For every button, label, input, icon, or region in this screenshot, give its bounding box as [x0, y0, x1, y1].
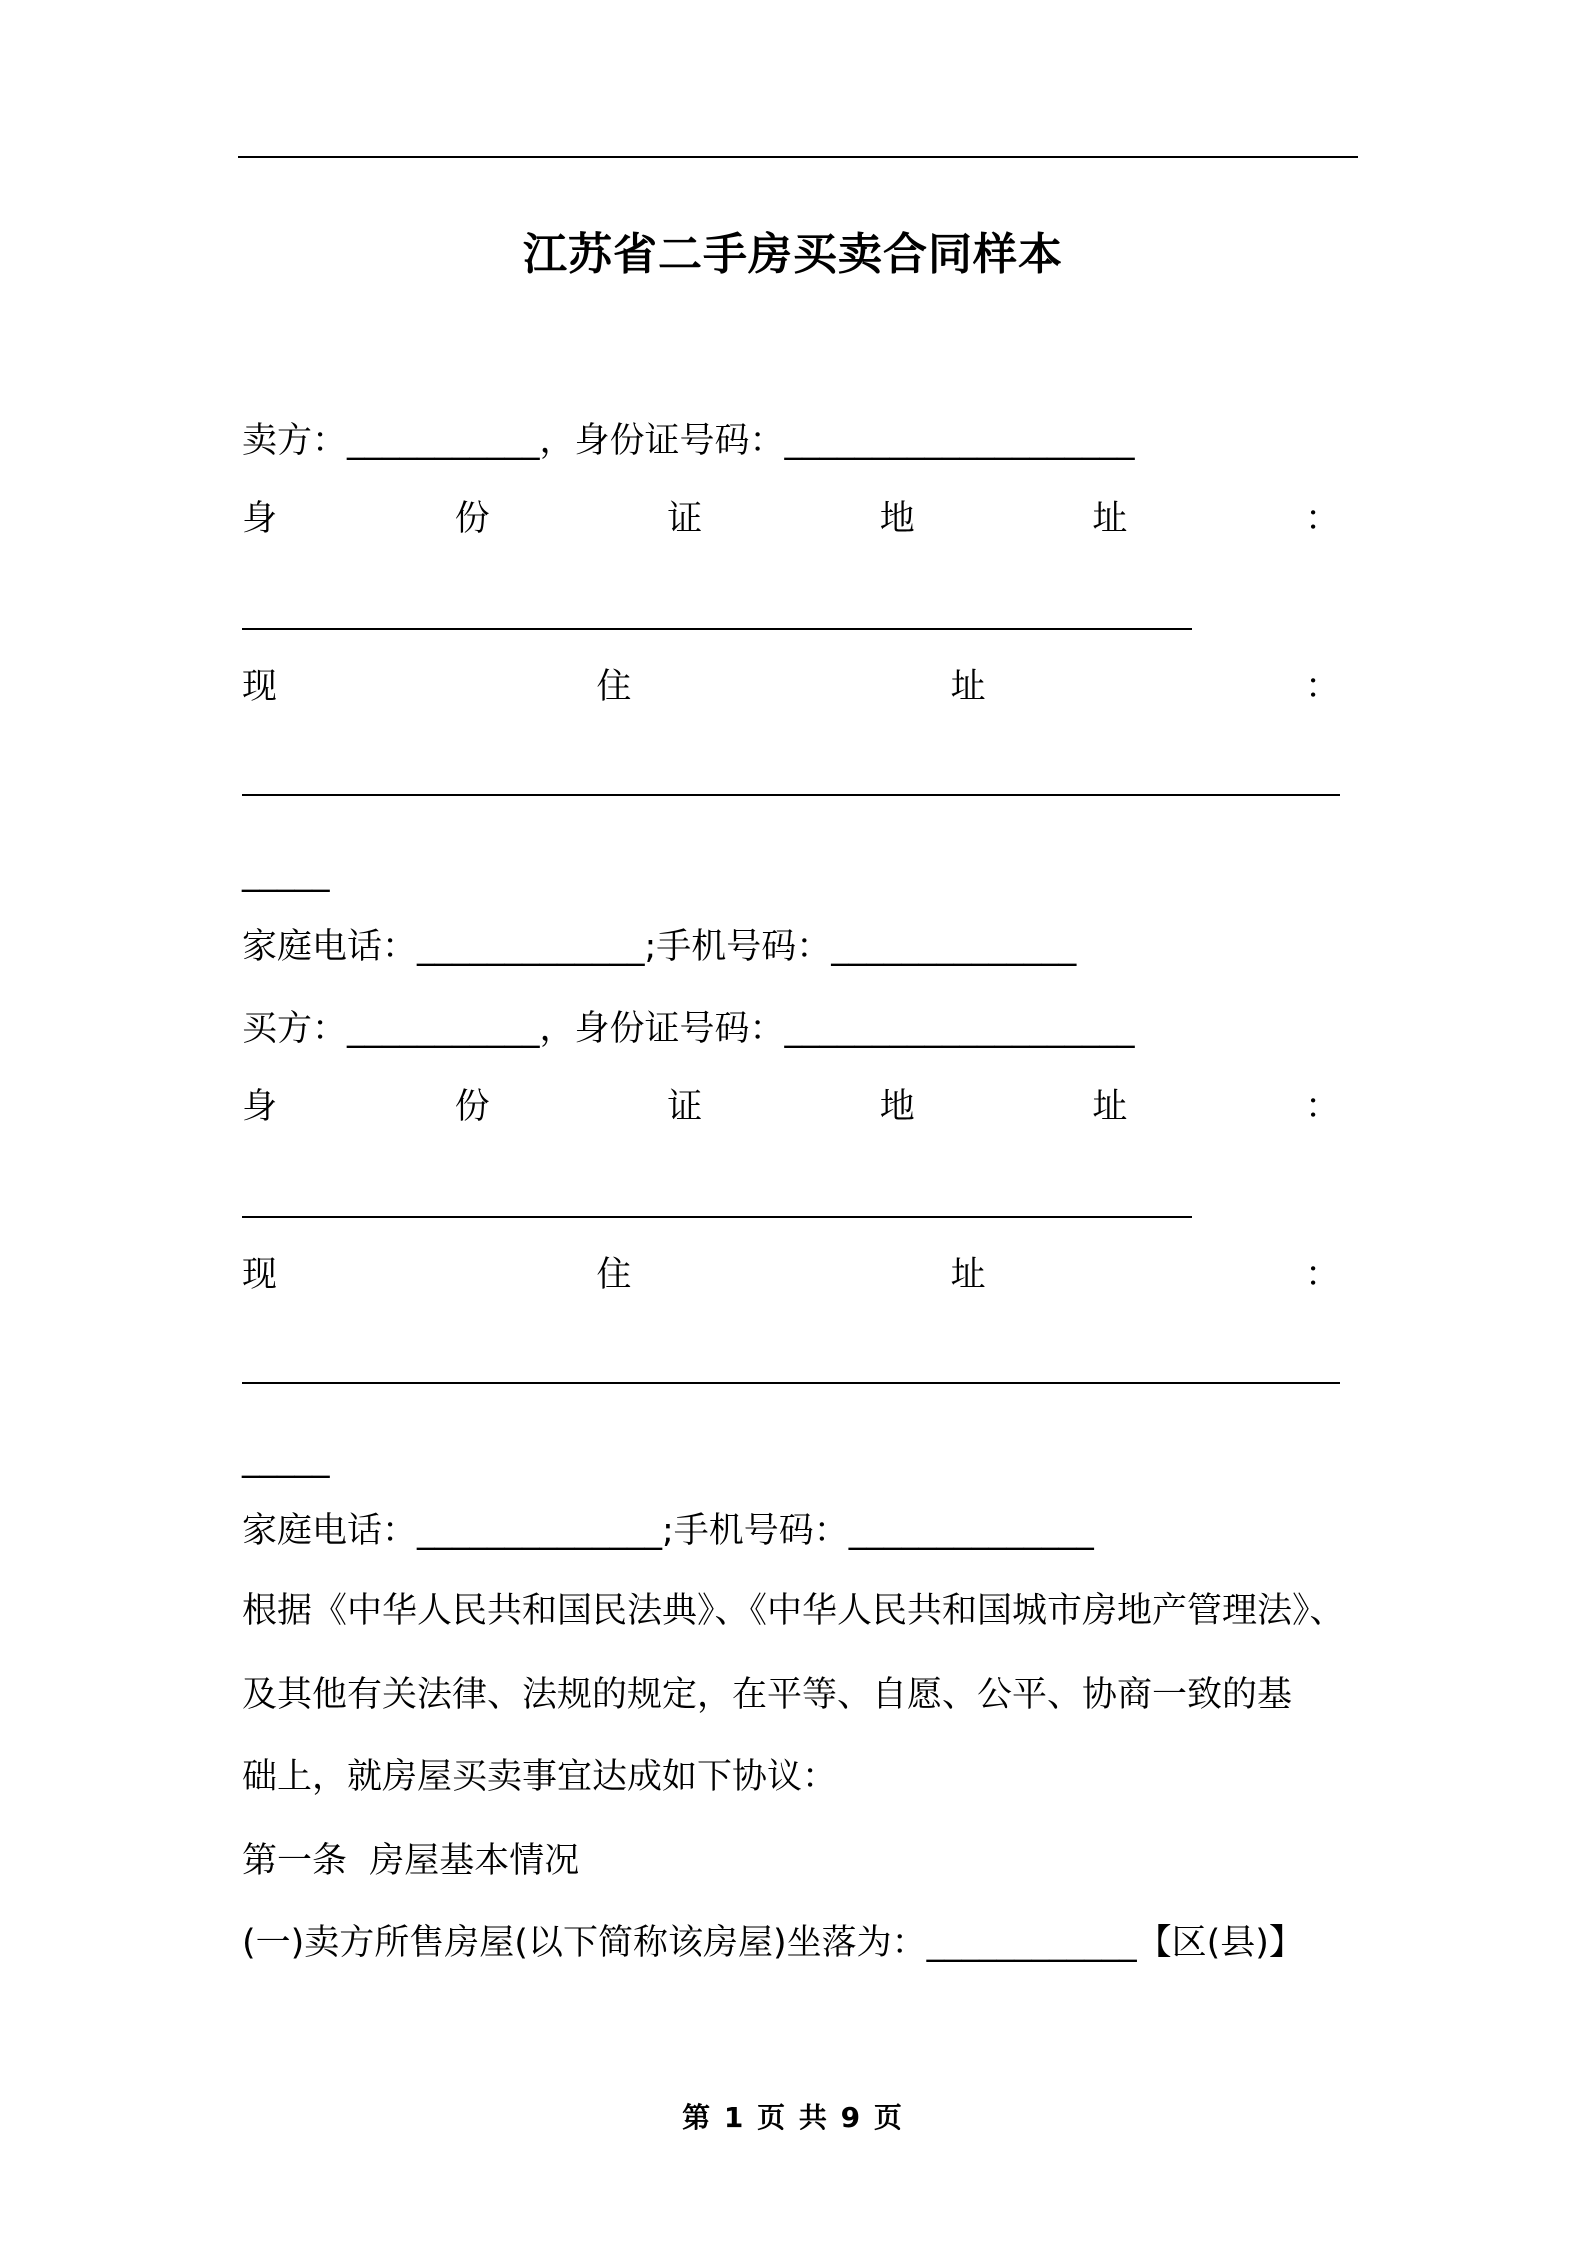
page-number: 第 1 页 共 9 页 — [682, 2101, 904, 2134]
header-rule — [238, 156, 1358, 158]
buyer-id-address-char: 地 — [879, 1087, 915, 1127]
buyer-id-address-char: 证 — [667, 1087, 703, 1127]
buyer-current-address-blank — [242, 1382, 1340, 1384]
buyer-current-address-tail: _____ — [242, 1439, 330, 1479]
seller-line: 卖方：___________，身份证号码：____________________ — [242, 421, 1135, 461]
buyer-id-address-blank — [242, 1216, 1192, 1218]
buyer-phone-line: 家庭电话：______________;手机号码：______________ — [242, 1511, 1094, 1551]
buyer-current-address-char: 址 — [950, 1255, 986, 1295]
buyer-current-address-char: 现 — [242, 1255, 278, 1295]
seller-current-address-char: 现 — [242, 667, 278, 707]
buyer-line: 买方：___________，身份证号码：____________________ — [242, 1009, 1135, 1049]
buyer-id-address-char: 址 — [1092, 1087, 1128, 1127]
seller-id-address-char: 份 — [454, 499, 490, 539]
article-item: (一)卖方所售房屋(以下简称该房屋)坐落为：____________【区(县)】 — [242, 1923, 1304, 1963]
seller-current-address-char: 址 — [950, 667, 986, 707]
seller-id-address-char: ： — [1304, 499, 1340, 539]
seller-current-address-blank — [242, 794, 1340, 796]
buyer-id-address-label — [242, 1086, 1340, 1128]
seller-phone-line: 家庭电话：_____________;手机号码：______________ — [242, 927, 1077, 967]
seller-id-address-blank — [242, 628, 1192, 630]
seller-current-address-tail: _____ — [242, 853, 330, 893]
seller-id-address-label — [242, 498, 1340, 540]
seller-current-address-char: 住 — [596, 667, 632, 707]
seller-id-address-char: 身 — [242, 499, 278, 539]
article-heading: 第一条 房屋基本情况 — [242, 1841, 580, 1881]
preamble-line: 根据《中华人民共和国民法典》、《中华人民共和国城市房地产管理法》、 — [242, 1591, 1345, 1631]
seller-id-address-char: 址 — [1092, 499, 1128, 539]
buyer-current-address-char: ： — [1304, 1255, 1340, 1295]
preamble-line: 础上，就房屋买卖事宜达成如下协议： — [242, 1757, 838, 1797]
buyer-current-address-label — [242, 1254, 1340, 1296]
buyer-id-address-char: ： — [1304, 1087, 1340, 1127]
buyer-current-address-char: 住 — [596, 1255, 632, 1295]
document-title: 江苏省二手房买卖合同样本 — [523, 229, 1063, 280]
buyer-id-address-char: 身 — [242, 1087, 278, 1127]
seller-id-address-char: 证 — [667, 499, 703, 539]
seller-current-address-char: ： — [1304, 667, 1340, 707]
preamble-line: 及其他有关法律、法规的规定，在平等、自愿、公平、协商一致的基 — [242, 1675, 1293, 1715]
seller-current-address-label — [242, 666, 1340, 708]
buyer-id-address-char: 份 — [454, 1087, 490, 1127]
seller-id-address-char: 地 — [879, 499, 915, 539]
